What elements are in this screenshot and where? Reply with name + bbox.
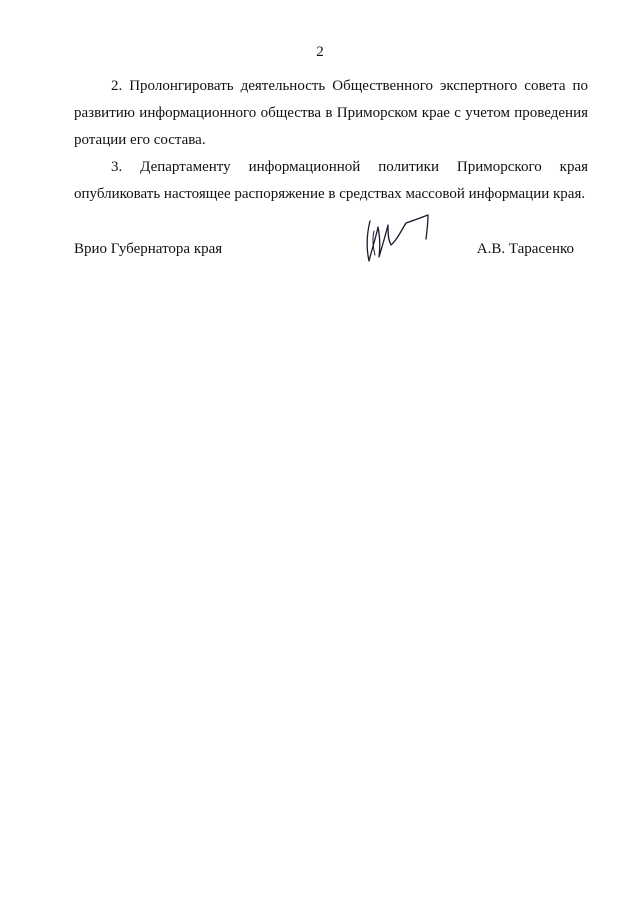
signatory-name: А.В. Тарасенко <box>476 241 574 257</box>
signature-block <box>74 233 588 273</box>
handwritten-signature-icon <box>358 211 438 271</box>
signatory-role: Врио Губернатора края <box>74 241 223 257</box>
page-number: 2 <box>316 44 324 60</box>
paragraph-3: 3. Департаменту информационной политики Приморского края опубликовать настоящее распоряжение в средствах массовой информации края. <box>74 159 588 202</box>
paragraph-2: 2. Пролонгировать деятельность Общественного экспертного совета по развитию информационного общества в Приморском крае с учетом проведения ротации его состава. <box>74 78 588 148</box>
